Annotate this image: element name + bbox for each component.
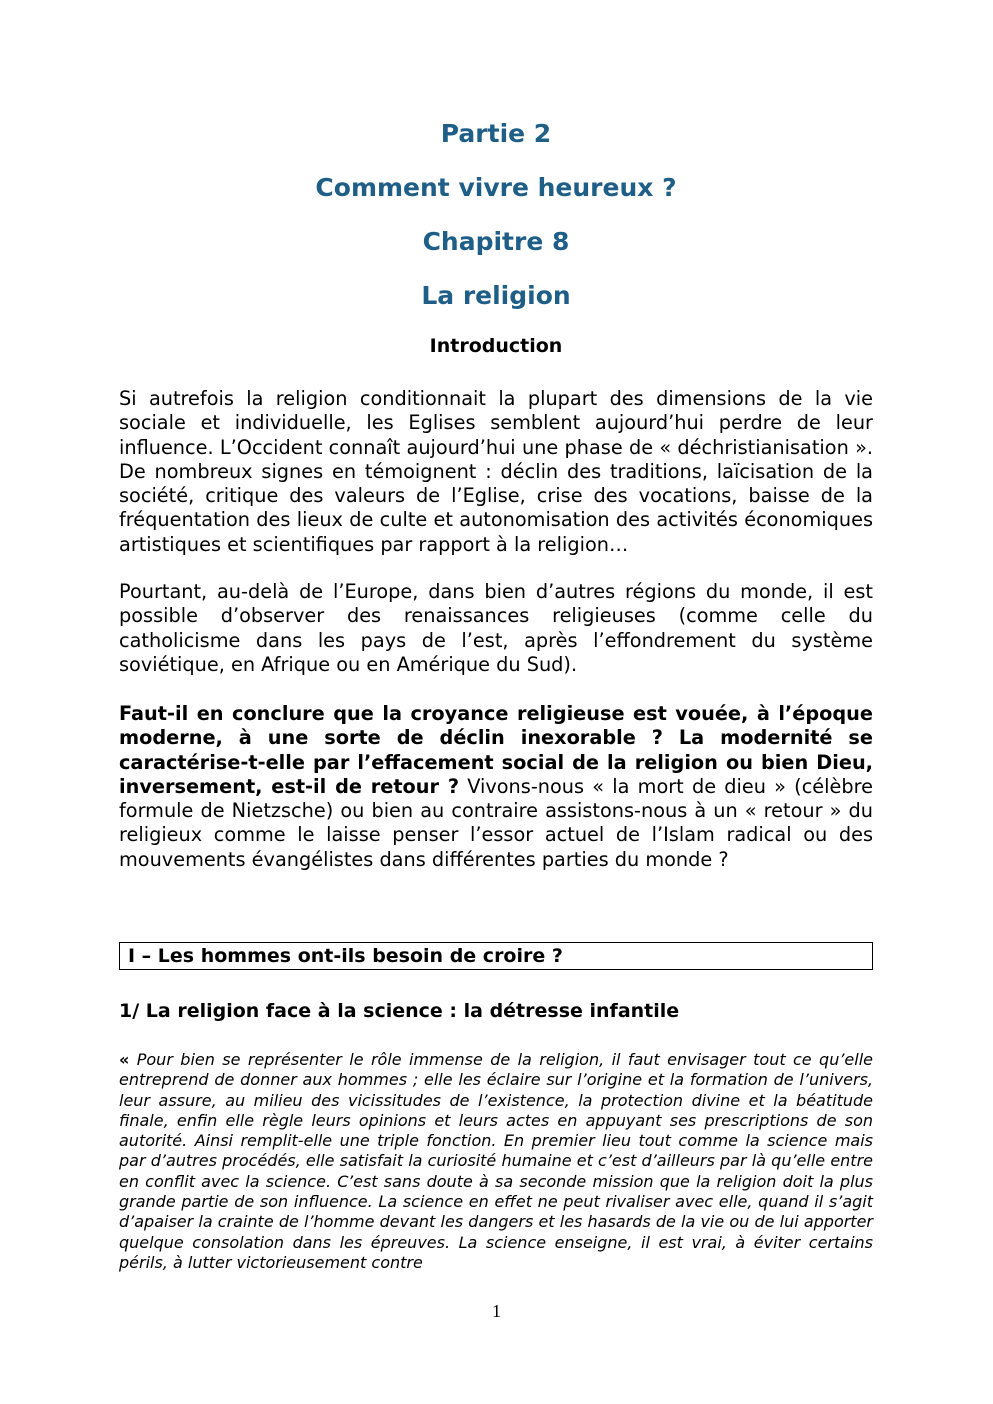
section-title: I – Les hommes ont-ils besoin de croire ?	[128, 945, 563, 967]
subsection-title: 1/ La religion face à la science : la détresse infantile	[119, 1000, 680, 1022]
intro-paragraph-3-question: Faut-il en conclure que la croyance religieuse est vouée, à l’époque moderne, à une sorte de déclin inexorable ? La modernité se caractérise-t-elle par l’effacement social de la religion ou bien Dieu, inversement, est-il de retour ?	[119, 702, 873, 798]
quote-open-mark: «	[119, 1050, 130, 1069]
chapter-title-heading: La religion	[421, 281, 571, 310]
section-title-box	[119, 942, 873, 970]
quote-text: Pour bien se représenter le rôle immense de la religion, il faut envisager tout ce qu’elle entreprend de donner aux hommes ; elle les éclaire sur l’origine et la formation de l’univers, leur assure, au milieu des vicissitudes de l’existence, la protection divine et la béatitude finale, enfin elle règle leurs opinions et leurs actes en appuyant ses prescriptions de son autorité. Ainsi remplit-elle une triple fonction. En premier lieu tout comme la science mais par d’autres procédés, elle satisfait la curiosité humaine et c’est d’ailleurs par là qu’elle entre en conflit avec la science. C’est sans doute à sa seconde mission que la religion doit la plus grande partie de son influence. La science en effet ne peut rivaliser avec elle, quand il s’agit d’apaiser la crainte de l’homme devant les dangers et les hasards de la vie ou de lui apporter quelque consolation dans les épreuves. La science enseigne, il est vrai, à éviter certains périls, à lutter victorieusement contre	[119, 1050, 873, 1272]
chapter-heading: Chapitre 8	[422, 227, 570, 256]
quote-paragraph	[119, 1050, 873, 1273]
page-number: 1	[492, 1301, 501, 1321]
intro-paragraph-3	[119, 702, 873, 872]
intro-paragraph-3-text: Vivons-nous « la mort de dieu » (célèbre formule de Nietzsche) ou bien au contraire assistons-nous à un « retour » du religieux comme le laisse penser l’essor actuel de l’Islam radical ou des mouvements évangélistes dans différentes parties du monde ?	[119, 774, 873, 871]
part-title-heading: Comment vivre heureux ?	[315, 173, 677, 202]
introduction-heading: Introduction	[429, 335, 563, 357]
intro-paragraph-2: Pourtant, au-delà de l’Europe, dans bien d’autres régions du monde, il est possible d’observer des renaissances religieuses (comme celle du catholicisme dans les pays de l’est, après l’effondrement du système soviétique, en Afrique ou en Amérique du Sud).	[119, 580, 873, 676]
part-heading: Partie 2	[440, 119, 552, 148]
intro-paragraph-1: Si autrefois la religion conditionnait la plupart des dimensions de la vie sociale et individuelle, les Eglises semblent aujourd’hui perdre de leur influence. L’Occident connaît aujourd’hui une phase de « déchristianisation ». De nombreux signes en témoignent : déclin des traditions, laïcisation de la société, critique des valeurs de l’Eglise, crise des vocations, baisse de la fréquentation des lieux de culte et autonomisation des activités économiques artistiques et scientifiques par rapport à la religion…	[119, 387, 873, 556]
